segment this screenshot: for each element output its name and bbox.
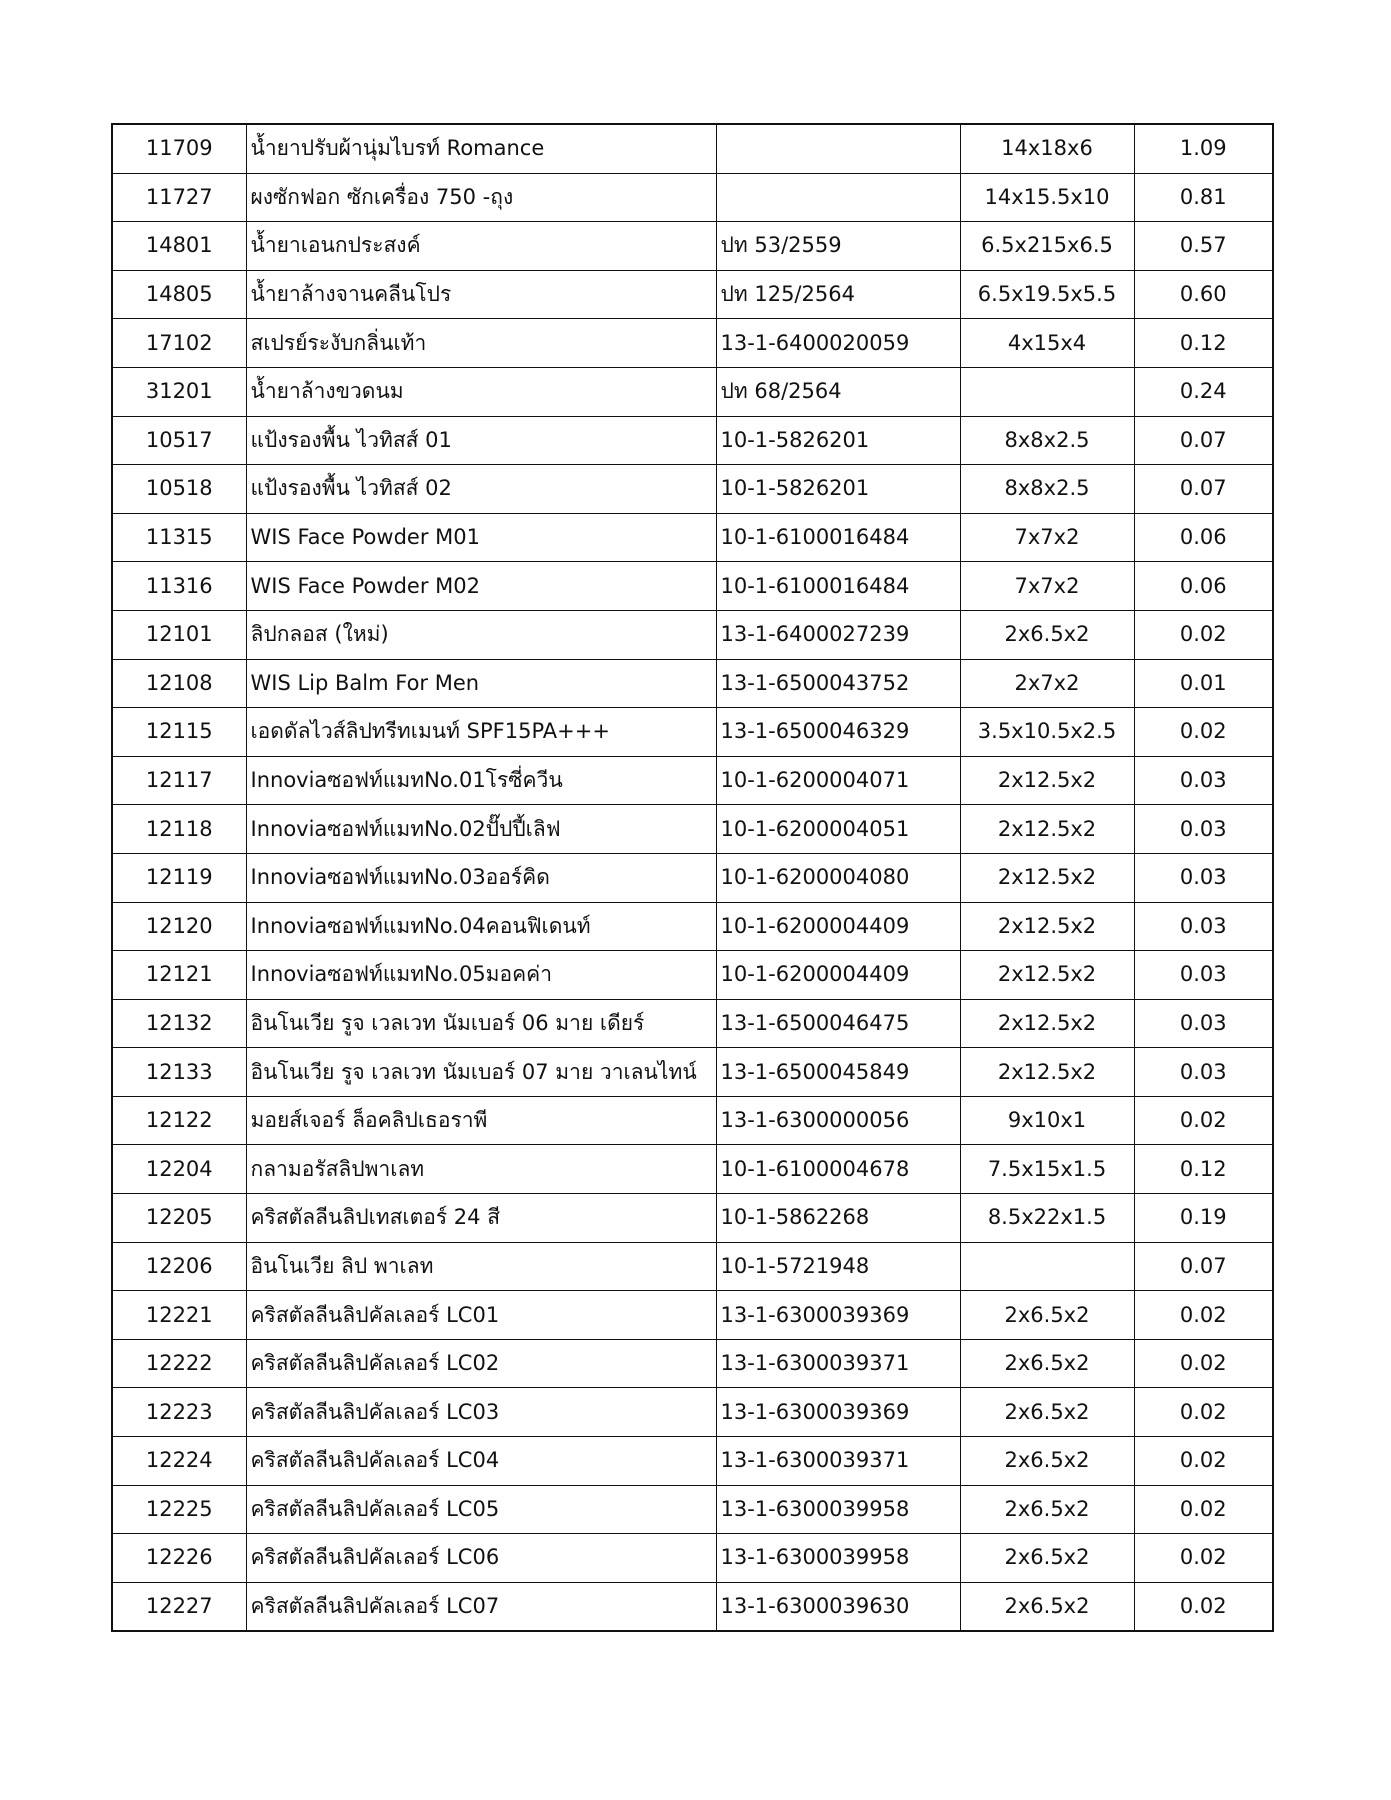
registration-number-cell: 10-1-6100016484	[716, 513, 960, 562]
product-code-cell: 12205	[112, 1194, 246, 1243]
table-row	[112, 999, 1273, 1048]
weight-cell: 0.02	[1134, 1582, 1273, 1631]
table-row	[112, 1242, 1273, 1291]
dimensions-cell: 2x12.5x2	[960, 951, 1134, 1000]
registration-number-cell: 10-1-6200004409	[716, 902, 960, 951]
product-code-cell: 12122	[112, 1096, 246, 1145]
registration-number-cell: 10-1-6200004071	[716, 756, 960, 805]
product-code-cell: 12227	[112, 1582, 246, 1631]
registration-number-cell: 10-1-6200004409	[716, 951, 960, 1000]
dimensions-cell: 2x12.5x2	[960, 999, 1134, 1048]
table-row	[112, 1339, 1273, 1388]
weight-cell: 0.03	[1134, 756, 1273, 805]
table-row	[112, 1145, 1273, 1194]
dimensions-cell: 2x6.5x2	[960, 610, 1134, 659]
product-code-cell: 12117	[112, 756, 246, 805]
registration-number-cell: 10-1-5721948	[716, 1242, 960, 1291]
weight-cell: 0.03	[1134, 853, 1273, 902]
weight-cell: 0.02	[1134, 1339, 1273, 1388]
weight-cell: 1.09	[1134, 124, 1273, 173]
table-row	[112, 659, 1273, 708]
weight-cell: 0.07	[1134, 416, 1273, 465]
product-name-cell: คริสตัลลีนลิปคัลเลอร์ LC04	[246, 1437, 716, 1486]
table-row	[112, 902, 1273, 951]
product-code-cell: 17102	[112, 319, 246, 368]
table-row	[112, 1096, 1273, 1145]
weight-cell: 0.06	[1134, 513, 1273, 562]
table-row	[112, 805, 1273, 854]
weight-cell: 0.07	[1134, 1242, 1273, 1291]
product-table-body	[112, 124, 1273, 1631]
dimensions-cell: 9x10x1	[960, 1096, 1134, 1145]
product-name-cell: คริสตัลลีนลิปคัลเลอร์ LC02	[246, 1339, 716, 1388]
product-name-cell: WIS Face Powder M02	[246, 562, 716, 611]
registration-number-cell: 10-1-5826201	[716, 465, 960, 514]
product-code-cell: 12101	[112, 610, 246, 659]
weight-cell: 0.03	[1134, 805, 1273, 854]
registration-number-cell: 13-1-6400027239	[716, 610, 960, 659]
table-row	[112, 853, 1273, 902]
registration-number-cell: 10-1-6100004678	[716, 1145, 960, 1194]
product-code-cell: 10518	[112, 465, 246, 514]
product-name-cell: น้ำยาปรับผ้านุ่มไบรท์ Romance	[246, 124, 716, 173]
table-row	[112, 222, 1273, 271]
product-code-cell: 10517	[112, 416, 246, 465]
weight-cell: 0.06	[1134, 562, 1273, 611]
product-name-cell: คริสตัลลีนลิปเทสเตอร์ 24 สี	[246, 1194, 716, 1243]
dimensions-cell: 4x15x4	[960, 319, 1134, 368]
table-row	[112, 1291, 1273, 1340]
registration-number-cell: 13-1-6400020059	[716, 319, 960, 368]
product-name-cell: อินโนเวีย รูจ เวลเวท นัมเบอร์ 06 มาย เดียร์	[246, 999, 716, 1048]
registration-number-cell: 10-1-6200004051	[716, 805, 960, 854]
registration-number-cell: 13-1-6500046475	[716, 999, 960, 1048]
dimensions-cell: 2x7x2	[960, 659, 1134, 708]
registration-number-cell: 13-1-6300039371	[716, 1437, 960, 1486]
dimensions-cell: 8x8x2.5	[960, 416, 1134, 465]
registration-number-cell: 13-1-6500046329	[716, 708, 960, 757]
dimensions-cell: 2x6.5x2	[960, 1388, 1134, 1437]
registration-number-cell: ปท 53/2559	[716, 222, 960, 271]
dimensions-cell: 8.5x22x1.5	[960, 1194, 1134, 1243]
table-row	[112, 1534, 1273, 1583]
table-row	[112, 1437, 1273, 1486]
product-name-cell: น้ำยาเอนกประสงค์	[246, 222, 716, 271]
product-code-cell: 12108	[112, 659, 246, 708]
registration-number-cell	[716, 124, 960, 173]
weight-cell: 0.02	[1134, 1534, 1273, 1583]
table-row	[112, 1485, 1273, 1534]
product-code-cell: 12133	[112, 1048, 246, 1097]
product-name-cell: อินโนเวีย ลิป พาเลท	[246, 1242, 716, 1291]
product-name-cell: อินโนเวีย รูจ เวลเวท นัมเบอร์ 07 มาย วาเลนไทน์	[246, 1048, 716, 1097]
product-name-cell: สเปรย์ระงับกลิ่นเท้า	[246, 319, 716, 368]
registration-number-cell: 13-1-6500045849	[716, 1048, 960, 1097]
weight-cell: 0.02	[1134, 1291, 1273, 1340]
weight-cell: 0.57	[1134, 222, 1273, 271]
product-code-cell: 12120	[112, 902, 246, 951]
registration-number-cell: 13-1-6300039369	[716, 1291, 960, 1340]
product-code-cell: 12132	[112, 999, 246, 1048]
product-name-cell: Innoviaซอฟท์แมทNo.05มอคค่า	[246, 951, 716, 1000]
dimensions-cell: 6.5x19.5x5.5	[960, 270, 1134, 319]
table-row	[112, 367, 1273, 416]
product-name-cell: คริสตัลลีนลิปคัลเลอร์ LC05	[246, 1485, 716, 1534]
registration-number-cell: 13-1-6300039630	[716, 1582, 960, 1631]
dimensions-cell: 2x12.5x2	[960, 805, 1134, 854]
table-row	[112, 562, 1273, 611]
dimensions-cell: 7x7x2	[960, 513, 1134, 562]
weight-cell: 0.02	[1134, 1388, 1273, 1437]
registration-number-cell: 10-1-6200004080	[716, 853, 960, 902]
dimensions-cell: 2x12.5x2	[960, 756, 1134, 805]
product-code-cell: 12225	[112, 1485, 246, 1534]
registration-number-cell: 13-1-6300039369	[716, 1388, 960, 1437]
product-code-cell: 12224	[112, 1437, 246, 1486]
product-name-cell: น้ำยาล้างขวดนม	[246, 367, 716, 416]
weight-cell: 0.02	[1134, 610, 1273, 659]
dimensions-cell	[960, 1242, 1134, 1291]
dimensions-cell: 14x18x6	[960, 124, 1134, 173]
product-name-cell: Innoviaซอฟท์แมทNo.04คอนฟิเดนท์	[246, 902, 716, 951]
registration-number-cell: 13-1-6300039958	[716, 1485, 960, 1534]
product-name-cell: คริสตัลลีนลิปคัลเลอร์ LC01	[246, 1291, 716, 1340]
product-name-cell: มอยส์เจอร์ ล็อคลิปเธอราพี	[246, 1096, 716, 1145]
product-code-cell: 12115	[112, 708, 246, 757]
product-code-cell: 12118	[112, 805, 246, 854]
product-code-cell: 11315	[112, 513, 246, 562]
registration-number-cell: ปท 125/2564	[716, 270, 960, 319]
weight-cell: 0.02	[1134, 1437, 1273, 1486]
dimensions-cell: 2x6.5x2	[960, 1582, 1134, 1631]
weight-cell: 0.12	[1134, 1145, 1273, 1194]
product-code-cell: 11316	[112, 562, 246, 611]
weight-cell: 0.02	[1134, 708, 1273, 757]
weight-cell: 0.24	[1134, 367, 1273, 416]
product-name-cell: Innoviaซอฟท์แมทNo.02ปั๊ปปี้เลิฟ	[246, 805, 716, 854]
product-name-cell: เอดดัลไวส์ลิปทรีทเมนท์ SPF15PA+++	[246, 708, 716, 757]
weight-cell: 0.03	[1134, 951, 1273, 1000]
registration-number-cell: 13-1-6300039958	[716, 1534, 960, 1583]
dimensions-cell: 2x12.5x2	[960, 853, 1134, 902]
product-name-cell: ลิปกลอส (ใหม่)	[246, 610, 716, 659]
table-row	[112, 124, 1273, 173]
registration-number-cell	[716, 173, 960, 222]
registration-number-cell: 13-1-6300039371	[716, 1339, 960, 1388]
product-name-cell: แป้งรองพื้น ไวทิสส์ 01	[246, 416, 716, 465]
dimensions-cell: 7x7x2	[960, 562, 1134, 611]
weight-cell: 0.01	[1134, 659, 1273, 708]
dimensions-cell: 6.5x215x6.5	[960, 222, 1134, 271]
dimensions-cell	[960, 367, 1134, 416]
dimensions-cell: 2x6.5x2	[960, 1339, 1134, 1388]
product-code-cell: 12204	[112, 1145, 246, 1194]
product-name-cell: WIS Face Powder M01	[246, 513, 716, 562]
dimensions-cell: 2x6.5x2	[960, 1291, 1134, 1340]
registration-number-cell: 13-1-6500043752	[716, 659, 960, 708]
product-code-cell: 11709	[112, 124, 246, 173]
table-row	[112, 319, 1273, 368]
weight-cell: 0.02	[1134, 1485, 1273, 1534]
weight-cell: 0.81	[1134, 173, 1273, 222]
dimensions-cell: 3.5x10.5x2.5	[960, 708, 1134, 757]
table-row	[112, 1194, 1273, 1243]
product-code-cell: 12119	[112, 853, 246, 902]
product-code-cell: 14805	[112, 270, 246, 319]
product-code-cell: 11727	[112, 173, 246, 222]
product-code-cell: 12226	[112, 1534, 246, 1583]
product-name-cell: แป้งรองพื้น ไวทิสส์ 02	[246, 465, 716, 514]
table-row	[112, 951, 1273, 1000]
table-row	[112, 465, 1273, 514]
product-code-cell: 12121	[112, 951, 246, 1000]
registration-number-cell: ปท 68/2564	[716, 367, 960, 416]
weight-cell: 0.03	[1134, 1048, 1273, 1097]
product-table	[111, 123, 1274, 1632]
table-row	[112, 270, 1273, 319]
product-name-cell: คริสตัลลีนลิปคัลเลอร์ LC03	[246, 1388, 716, 1437]
table-row	[112, 1582, 1273, 1631]
product-name-cell: น้ำยาล้างจานคลีนโปร	[246, 270, 716, 319]
dimensions-cell: 2x6.5x2	[960, 1534, 1134, 1583]
table-row	[112, 708, 1273, 757]
table-row	[112, 513, 1273, 562]
product-code-cell: 12223	[112, 1388, 246, 1437]
registration-number-cell: 10-1-5862268	[716, 1194, 960, 1243]
dimensions-cell: 2x6.5x2	[960, 1485, 1134, 1534]
product-code-cell: 31201	[112, 367, 246, 416]
dimensions-cell: 2x12.5x2	[960, 1048, 1134, 1097]
dimensions-cell: 8x8x2.5	[960, 465, 1134, 514]
product-code-cell: 14801	[112, 222, 246, 271]
product-code-cell: 12222	[112, 1339, 246, 1388]
product-name-cell: กลามอรัสลิปพาเลท	[246, 1145, 716, 1194]
dimensions-cell: 2x12.5x2	[960, 902, 1134, 951]
weight-cell: 0.03	[1134, 999, 1273, 1048]
product-name-cell: WIS Lip Balm For Men	[246, 659, 716, 708]
product-name-cell: Innoviaซอฟท์แมทNo.03ออร์คิด	[246, 853, 716, 902]
product-code-cell: 12221	[112, 1291, 246, 1340]
product-name-cell: ผงซักฟอก ซักเครื่อง 750 -ถุง	[246, 173, 716, 222]
table-row	[112, 1048, 1273, 1097]
weight-cell: 0.19	[1134, 1194, 1273, 1243]
weight-cell: 0.60	[1134, 270, 1273, 319]
product-code-cell: 12206	[112, 1242, 246, 1291]
dimensions-cell: 2x6.5x2	[960, 1437, 1134, 1486]
weight-cell: 0.03	[1134, 902, 1273, 951]
weight-cell: 0.07	[1134, 465, 1273, 514]
product-name-cell: Innoviaซอฟท์แมทNo.01โรซี่ควีน	[246, 756, 716, 805]
table-row	[112, 610, 1273, 659]
dimensions-cell: 7.5x15x1.5	[960, 1145, 1134, 1194]
table-row	[112, 1388, 1273, 1437]
dimensions-cell: 14x15.5x10	[960, 173, 1134, 222]
registration-number-cell: 10-1-5826201	[716, 416, 960, 465]
table-row	[112, 416, 1273, 465]
product-name-cell: คริสตัลลีนลิปคัลเลอร์ LC06	[246, 1534, 716, 1583]
table-row	[112, 173, 1273, 222]
registration-number-cell: 13-1-6300000056	[716, 1096, 960, 1145]
registration-number-cell: 10-1-6100016484	[716, 562, 960, 611]
product-name-cell: คริสตัลลีนลิปคัลเลอร์ LC07	[246, 1582, 716, 1631]
table-row	[112, 756, 1273, 805]
weight-cell: 0.02	[1134, 1096, 1273, 1145]
weight-cell: 0.12	[1134, 319, 1273, 368]
